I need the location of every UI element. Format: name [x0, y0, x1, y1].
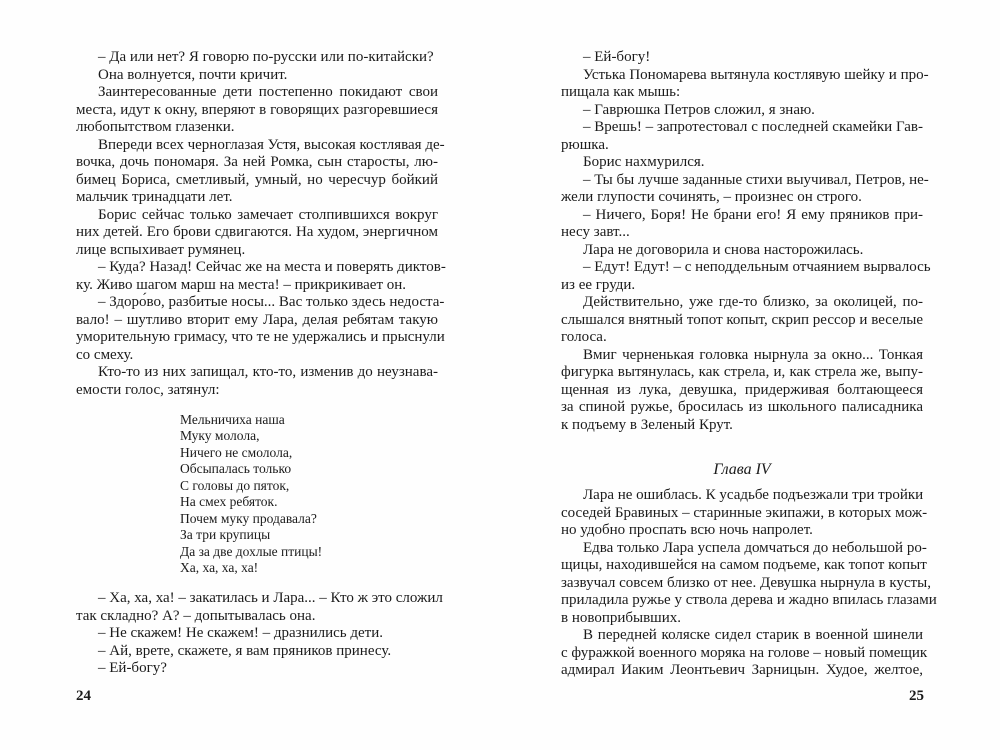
paragraph [561, 627, 928, 680]
text-line: но удобно проспать всю ночь напролет. [561, 522, 813, 538]
verse-line: Да за две дохлые птицы! [180, 543, 323, 559]
text-line: Лара не ошиблась. К усадьбе подъезжали три тройки [583, 487, 924, 503]
paragraph [561, 294, 923, 347]
paragraph [76, 259, 446, 294]
page-number-left: 24 [76, 688, 91, 704]
text-line: – Едут! Едут! – с неподдельным отчаянием вырвалось [583, 259, 931, 275]
text-line: Впереди всех черноглазая Устя, высокая костлявая де- [98, 136, 445, 153]
paragraph [76, 660, 438, 678]
text-line: бимец Бориса, сметливый, умный, но чересчур бойкий [76, 171, 438, 188]
text-line: – Ей-богу? [98, 660, 167, 676]
text-line: за спиной ружье, бросилась из школьного палисадника [561, 399, 923, 415]
paragraph [76, 136, 445, 207]
text-line: рюшка. [561, 136, 609, 153]
text-line: так складно? А? – допытывалась она. [76, 607, 316, 624]
verse-line: На смех ребяток. [180, 494, 278, 509]
text-line: – Ничего, Боря! Не брани его! Я ему пряников при- [583, 206, 923, 223]
paragraph [561, 207, 923, 242]
paragraph [76, 294, 445, 364]
text-line: Вмиг черненькая головка нырнула за окно... Тонкая [583, 346, 923, 363]
paragraph [76, 590, 443, 625]
text-line: Борис нахмурился. [583, 154, 705, 170]
text-line: Заинтересованные дети постепенно покидают свои [98, 84, 438, 100]
text-line: из ее груди. [561, 276, 636, 293]
text-line: Устька Пономарева вытянула костлявую шейку и про- [583, 66, 929, 83]
text-line: слышался внятный топот копыт, скрип рессор и веселые [561, 311, 923, 328]
paragraph [561, 171, 929, 207]
poem-verse [180, 412, 438, 577]
paragraph [561, 242, 923, 260]
page-number-right: 25 [909, 688, 924, 704]
paragraph [76, 207, 438, 260]
paragraph [561, 66, 929, 102]
text-line: – Не скажем! Не скажем! – дразнились дети. [98, 625, 384, 641]
paragraph [76, 49, 438, 67]
text-line: к подъему в Зеленый Крут. [561, 416, 733, 433]
paragraph [76, 643, 438, 661]
text-line: них детей. Его брови сдвигаются. На худом, энергичном [76, 224, 438, 240]
text-line: Кто-то из них запищал, кто-то, изменив до неузнава- [98, 364, 438, 380]
paragraph [561, 119, 923, 154]
paragraph [561, 347, 923, 435]
text-line: адмирал Иаким Леонтьевич Зарницын. Худое, желтое, [561, 662, 923, 678]
text-line: вочка, дочь пономаря. За ней Ромка, сын старосты, лю- [76, 154, 438, 170]
paragraph [561, 49, 923, 67]
text-line: любопытством глазенки. [76, 119, 235, 135]
text-line: – Да или нет? Я говорю по-русски или по-китайски? [98, 49, 434, 65]
chapter-heading: Глава IV [713, 461, 771, 478]
text-line: жели глупости сочинять, – произнес он строго. [561, 189, 862, 205]
verse-line: Обсыпалась только [180, 461, 292, 476]
text-line: голоса. [561, 329, 607, 345]
paragraph [561, 102, 923, 120]
paragraph [561, 487, 928, 540]
verse-line: За три крупицы [180, 527, 271, 542]
text-line: щицы, находившейся на самом подъеме, как топот копыт [561, 557, 927, 573]
text-line: мальчик тринадцати лет. [76, 189, 233, 205]
text-line: фигурка вытянулась, как стрела, и, как стрела же, выпу- [561, 364, 923, 380]
paragraph [561, 154, 923, 172]
text-line: Борис сейчас только замечает столпившихся вокруг [98, 206, 438, 223]
paragraph [76, 84, 438, 137]
text-line: – Куда? Назад! Сейчас же на места и поверять диктов- [98, 259, 446, 275]
text-line: соседей Бравиных – старинные экипажи, в которых мож- [561, 504, 928, 521]
text-line: пищала как мышь: [561, 84, 681, 100]
paragraph [76, 625, 438, 643]
text-line: вало! – шутливо вторит ему Лара, делая ребятам такую [76, 311, 438, 328]
verse-line: Муку молола, [180, 428, 260, 443]
text-line: Действительно, уже где-то близко, за околицей, по- [583, 294, 923, 310]
text-line: – Врешь! – запротестовал с последней скамейки Гав- [583, 119, 923, 135]
text-line: Лара не договорила и снова насторожилась. [583, 241, 864, 258]
text-line: – Гаврюшка Петров сложил, я знаю. [583, 101, 815, 118]
text-line: лице вспыхивает румянец. [76, 241, 246, 258]
text-line: уморительную гримасу, что те не удержались и прыснули [76, 329, 445, 345]
text-line: в новоприбывших. [561, 609, 682, 626]
left-page-text [76, 49, 446, 678]
verse-line: Ничего не смолола, [180, 444, 293, 460]
paragraph [561, 539, 937, 628]
text-line: – Ай, врете, скажете, я вам пряников принесу. [98, 642, 392, 659]
text-line: – Ты бы лучше заданные стихи выучивал, Петров, не- [583, 171, 929, 188]
text-line: Едва только Лара успела домчаться до небольшой ро- [583, 539, 927, 556]
text-line: зазвучал совсем близко от нее. Девушка нырнула в кусты, [561, 574, 931, 591]
text-line: емости голос, затянул: [76, 381, 220, 398]
text-line: – Здоро́во, разбитые носы... Вас только здесь недоста- [98, 294, 445, 310]
verse-line: Мельничиха наша [180, 411, 285, 427]
text-line: места, идут к окну, вперяют в говорящих разгоревшиеся [76, 101, 438, 118]
text-line: – Ей-богу! [583, 49, 651, 65]
text-line: приладила ружье у ствола дерева и жадно впилась глазами [561, 592, 937, 608]
text-line: ку. Живо шагом марш на места! – прикрикивает он. [76, 276, 407, 293]
verse-line: С головы до пяток, [180, 477, 290, 493]
paragraph [561, 259, 931, 294]
text-line: Она волнуется, почти кричит. [98, 66, 288, 83]
text-line: В передней коляске сидел старик в военной шинели [583, 627, 923, 643]
text-line: со смеху. [76, 346, 134, 363]
text-line: несу завт... [561, 224, 630, 240]
paragraph [76, 364, 438, 399]
text-line: щенная из лука, девушка, придерживая болтающееся [561, 381, 923, 398]
paragraph [76, 67, 438, 85]
verse-line: Почем муку продавала? [180, 510, 317, 526]
verse-line: Ха, ха, ха, ха! [180, 560, 259, 575]
text-line: – Ха, ха, ха! – закатилась и Лара... – Кто ж это сложил [98, 590, 443, 606]
right-page-text [561, 49, 937, 680]
text-line: с фуражкой военного моряка на голове – новый помещик [561, 644, 928, 661]
